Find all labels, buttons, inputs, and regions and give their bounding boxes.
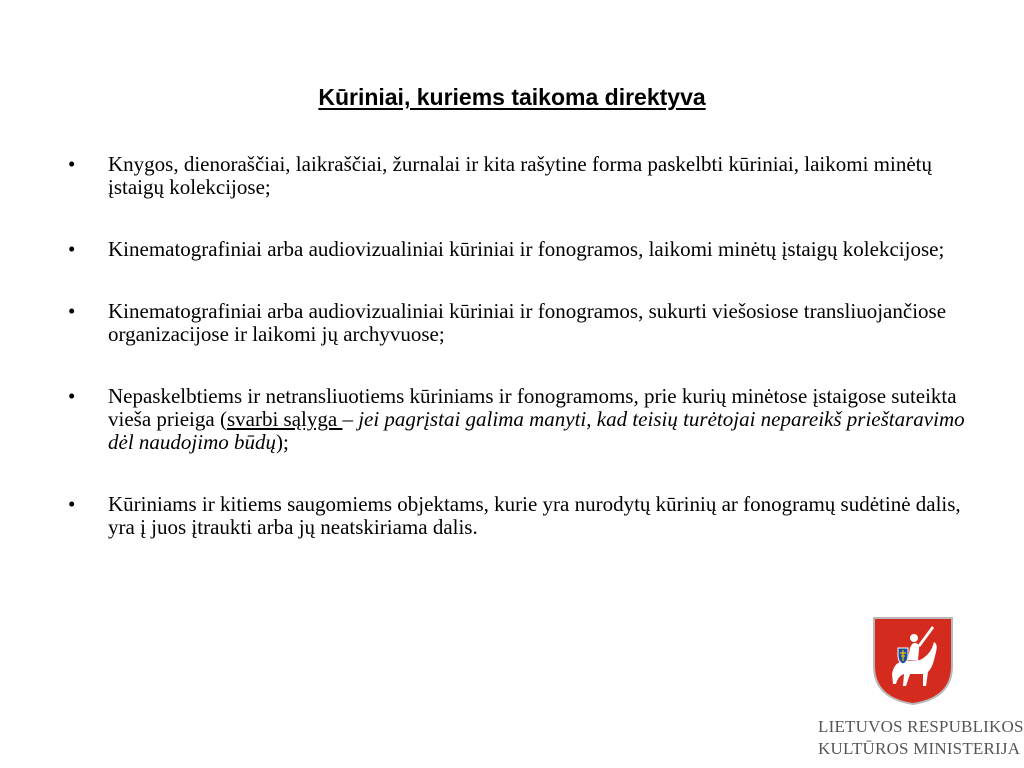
bullet-list	[68, 153, 978, 578]
dash: –	[342, 407, 359, 431]
important-condition-label: svarbi sąlyga	[226, 407, 343, 431]
bullet-text-start: Nepaskelbtiems ir netransliuotiems kūriniams ir fonogramoms, prie kurių minėtose įstaigose suteikta vieša prieiga (	[108, 384, 957, 431]
bullet-text-end: );	[276, 430, 289, 454]
slide-title: Kūriniai, kuriems taikoma direktyva	[318, 84, 706, 110]
ministry-line-2: KULTŪROS MINISTERIJA	[818, 739, 1021, 758]
bullet-mark: •	[68, 152, 76, 176]
bullet-item	[68, 385, 978, 454]
bullet-item	[68, 300, 978, 346]
coat-of-arms-vytis-icon	[868, 612, 958, 708]
bullet-mark: •	[68, 237, 76, 261]
bullet-text	[108, 384, 965, 454]
bullet-item	[68, 493, 978, 539]
ministry-logo-text	[818, 716, 1024, 760]
bullet-item	[68, 238, 978, 261]
condition-text: jei pagrįstai galima manyti, kad teisių turėtojai nepareikš prieštaravimo dėl naudojimo būdų	[108, 407, 965, 454]
bullet-mark: •	[68, 384, 76, 408]
bullet-text: Kūriniams ir kitiems saugomiems objektams, kurie yra nurodytų kūrinių ar fonogramų sudėtinė dalis, yra į juos įtraukti arba jų neatskiriama dalis.	[108, 492, 961, 539]
bullet-mark: •	[68, 299, 76, 323]
bullet-text: Kinematografiniai arba audiovizualiniai kūriniai ir fonogramos, laikomi minėtų įstaigų kolekcijose;	[108, 237, 945, 261]
ministry-line-1: LIETUVOS RESPUBLIKOS	[818, 717, 1024, 736]
bullet-text: Kinematografiniai arba audiovizualiniai kūriniai ir fonogramos, sukurti viešosiose transliuojančiose organizacijose ir laikomi jų archyvuose;	[108, 299, 947, 346]
bullet-mark: •	[68, 492, 76, 516]
bullet-item	[68, 153, 978, 199]
bullet-text: Knygos, dienoraščiai, laikraščiai, žurnalai ir kita rašytine forma paskelbti kūriniai, laikomi minėtų įstaigų kolekcijose;	[108, 152, 933, 199]
